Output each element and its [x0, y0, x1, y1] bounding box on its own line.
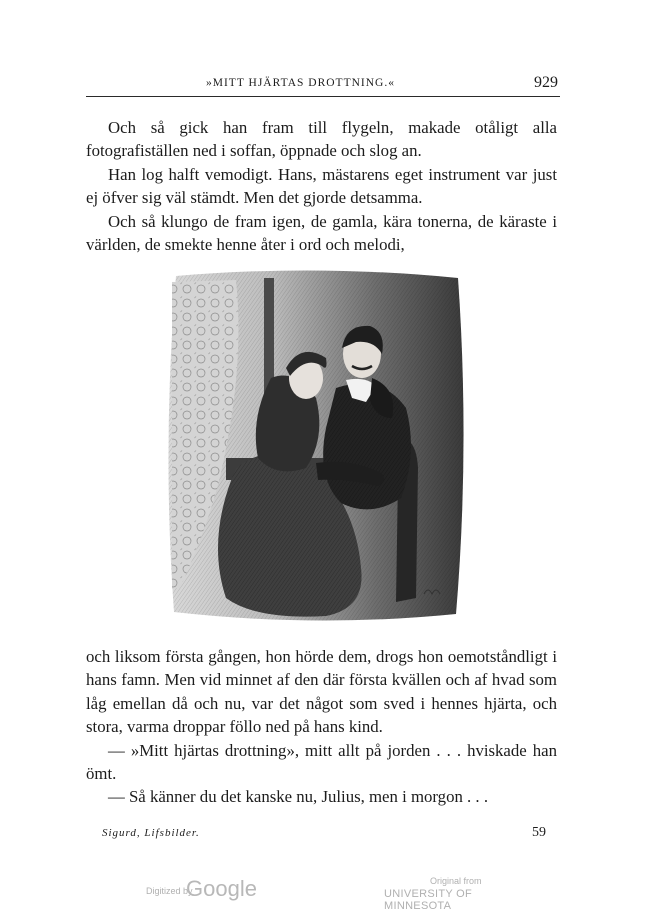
google-watermark [146, 876, 276, 906]
printer-signature: Sigurd, Lifsbilder. [102, 827, 200, 839]
page-footer [86, 825, 560, 845]
paragraph: Och så gick han fram till flygeln, makade otåligt alla fotografiställen ned i soffan, öppnade och slog an. [86, 118, 557, 161]
university-name: UNIVERSITY OF MINNESOTA [384, 888, 473, 912]
paragraph: — Så känner du det kanske nu, Julius, men i morgon . . . [108, 787, 489, 807]
original-from-label: Original from [430, 876, 482, 886]
running-head [86, 74, 560, 96]
digitized-by-label: Digitized by [146, 886, 193, 896]
signature-number: 59 [532, 825, 546, 840]
paragraph: och liksom första gången, hon hörde dem, drogs hon oemotståndligt i hans famn. Men vid minnet af den där första kvällen och af hvad som låg emellan då och nu, var det något som sved i hennes hjärta, och stora, varma droppar föllo ned på hans kind. [86, 647, 557, 737]
paragraph: — »Mitt hjärtas drottning», mitt allt på jorden . . . hviskade han ömt. [86, 740, 557, 784]
page-number: 929 [534, 74, 558, 91]
google-logo: Google [186, 876, 257, 901]
body-text-top [86, 116, 557, 256]
body-text-bottom [86, 645, 557, 809]
header-rule [86, 96, 560, 97]
engraving-illustration [166, 268, 466, 623]
university-watermark [384, 876, 534, 912]
running-title: »MITT HJÄRTAS DROTTNING.« [206, 77, 395, 89]
paragraph: Och så klungo de fram igen, de gamla, kära tonerna, de käraste i världen, de smekte henne åter i ord och melodi, [86, 211, 557, 255]
paragraph: Han log halft vemodigt. Hans, mästarens eget instrument var just ej öfver sig väl stämdt. Men det gjorde detsamma. [86, 164, 557, 208]
